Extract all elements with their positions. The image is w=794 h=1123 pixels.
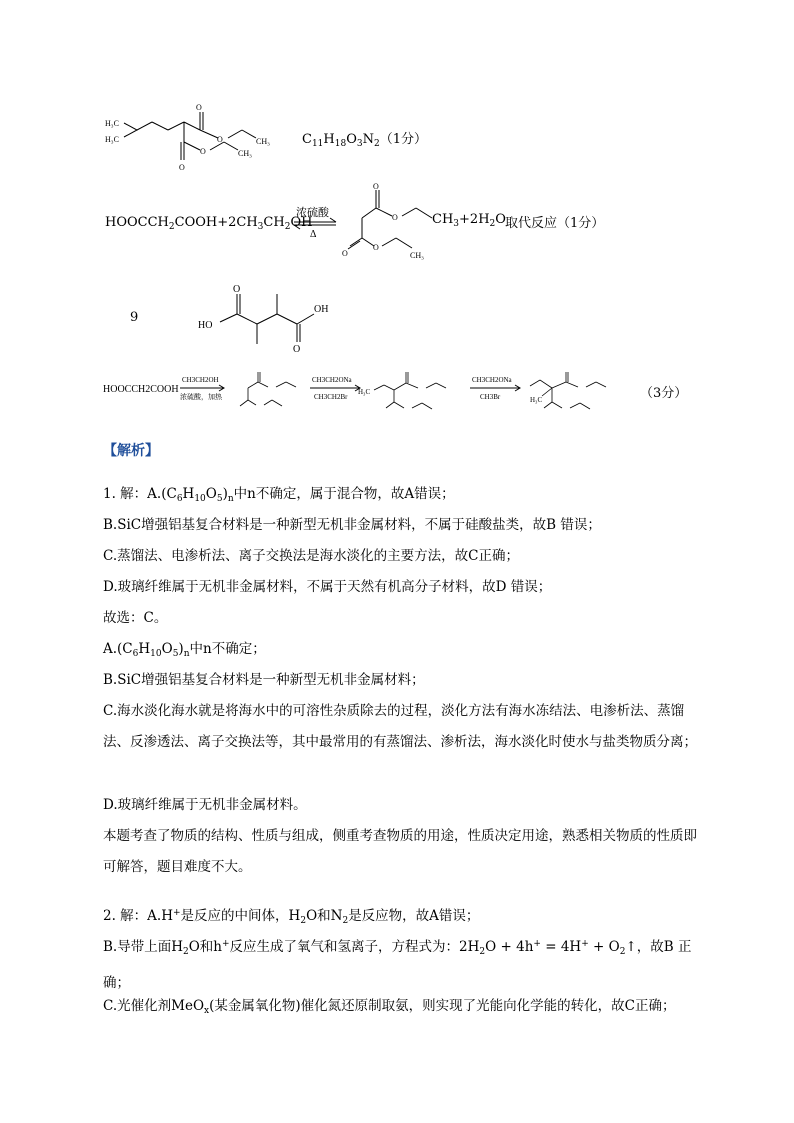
- synthesis-start: HOOCCH2COOH: [103, 384, 179, 395]
- step2-bottom: CH3CH2Br: [314, 393, 348, 401]
- svg-text:CH₃: CH₃: [256, 137, 270, 146]
- q2-title: 2. 解：: [103, 908, 148, 924]
- svg-text:HO: HO: [198, 320, 213, 331]
- svg-text:O: O: [392, 213, 398, 222]
- step1-top: CH3CH2OH: [182, 376, 219, 384]
- q2-a-end: 是反应物，故A错误；: [348, 908, 480, 924]
- analysis-heading: 【解析】: [103, 443, 159, 459]
- svg-text:H₃C: H₃C: [358, 388, 371, 396]
- q1-title: 1. 解：: [103, 486, 148, 502]
- q1-c2: C.海水淡化海水就是将海水中的可溶性杂质除去的过程，淡化方法有海水冻结法、电渗析法、蒸馏法、反渗透法、离子交换法等，其中最常用的有蒸馏法、渗析法，海水淡化时使水与盐类物质分离；: [103, 703, 697, 750]
- svg-text:O: O: [233, 284, 241, 295]
- svg-text:CH₃: CH₃: [238, 149, 252, 158]
- step3-bottom: CH3Br: [480, 393, 501, 401]
- q1-d2: D.玻璃纤维属于无机非金属材料。: [103, 797, 307, 813]
- svg-text:O: O: [200, 147, 206, 156]
- eq-heat: Δ: [310, 229, 317, 239]
- q2-c-pre: C.光催化剂: [103, 998, 172, 1014]
- eq-reactants: $HOOCCH_2COOH+2CH_3CH_2OH$: [105, 215, 313, 232]
- q1-c: C.蒸馏法、电渗析法、离子交换法是海水淡化的主要方法，故C正确；: [103, 548, 519, 564]
- step3-top: CH3CH2ONa: [472, 376, 512, 384]
- q1-b2: B.SiC增强铝基复合材料是一种新型无机非金属材料；: [103, 672, 425, 688]
- q2-c: C.光催化剂MeO$_x$(某金属氧化物)催化氮还原制取氨，则实现了光能向化学能的转化，故C正确；: [103, 998, 676, 1016]
- q2-b-pre: B.导带上面: [103, 939, 172, 955]
- q2-b-end: ，故B 正确；: [103, 939, 692, 991]
- svg-text:O: O: [196, 103, 202, 112]
- structure-diethyl-isobutylmalonate: [100, 100, 290, 180]
- q1-b: B.SiC增强铝基复合材料是一种新型无机非金属材料，不属于硅酸盐类，故B 错误；: [103, 517, 601, 533]
- eq-type: [505, 212, 604, 231]
- svg-text:O: O: [373, 182, 379, 191]
- svg-text:OH: OH: [314, 304, 329, 315]
- q1-a2: $A.(C_6H_{10}O_5)_n$中n不确定；: [103, 641, 266, 659]
- q2-b: B.导带上面$H_2O$和h+反应生成了氧气和氢离子，方程式为：$2H_2O + 4h^+ = 4H^+$ + $O_2↑$，故B 正确；: [103, 939, 692, 991]
- svg-text:H₃C: H₃C: [105, 135, 119, 144]
- synthesis-score: （3分）: [640, 386, 688, 401]
- step1-bottom: 浓硫酸，加热: [180, 393, 222, 401]
- svg-text:O: O: [179, 163, 185, 172]
- q1-summary: 本题考查了物质的结构、性质与组成，侧重考查物质的用途，性质决定用途，熟悉相关物质的性质即可解答，题目难度不大。: [103, 828, 697, 875]
- svg-text:O: O: [217, 135, 223, 144]
- q2-a: 2. 解：A.H+是反应的中间体，$H_2O$和$N_2$是反应物，故A错误；: [103, 908, 480, 926]
- structure-dimethylsuccinic-acid: [192, 278, 352, 358]
- q9-number: 9: [130, 310, 139, 325]
- eq-type-label: 取代反应: [505, 216, 558, 231]
- svg-text:H₃C: H₃C: [105, 119, 119, 128]
- svg-text:O: O: [293, 344, 301, 355]
- q1-d: D.玻璃纤维属于无机非金属材料，不属于天然有机高分子材料，故D 错误；: [103, 579, 552, 595]
- q8-formula: $C_{11}H_{18}O_3N_2(1$分）: [302, 132, 427, 149]
- svg-text:O: O: [373, 243, 379, 252]
- q2-b-mid: 反应生成了氧气和氢离子，方程式为：: [229, 939, 460, 955]
- step2-top: CH3CH2ONa: [312, 376, 352, 384]
- svg-text:O: O: [342, 249, 348, 258]
- q1-a-rest: 中n不确定，属于混合物，故A错误；: [233, 486, 455, 502]
- eq-products: $CH_3+2H_2O$: [432, 212, 506, 229]
- eq-score: （1分）: [557, 216, 605, 231]
- q8-score: （1分）: [379, 132, 427, 147]
- q1-a: 1. 解：$A.(C_6H_{10}O_5)_n$中n不确定，属于混合物，故A错误；: [103, 486, 455, 504]
- q1-choice: 故选：C。: [103, 610, 168, 626]
- q2-a-mid: 是反应的中间体，: [180, 908, 289, 924]
- synthesis-route: [180, 368, 720, 428]
- eq-catalyst: 浓硫酸: [296, 207, 329, 219]
- q2-c-end: (某金属氧化物)催化氮还原制取氨，则实现了光能向化学能的转化，故C正确；: [209, 998, 676, 1014]
- svg-text:H₃C: H₃C: [530, 396, 543, 404]
- svg-text:CH₃: CH₃: [410, 251, 424, 260]
- q1-a2-rest: 中n不确定；: [189, 641, 266, 657]
- eq-arrow: [292, 205, 340, 239]
